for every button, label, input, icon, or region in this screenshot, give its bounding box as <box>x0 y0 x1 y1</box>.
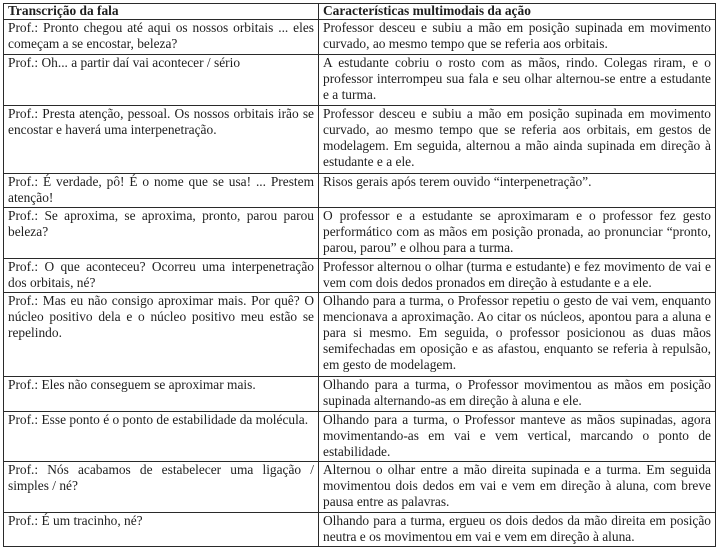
fala-cell: Prof.: Eles não conseguem se aproximar mais. <box>4 377 319 412</box>
fala-cell: Prof.: Presta atenção, pessoal. Os nossos orbitais irão se encostar e haverá uma interpenetração. <box>4 106 319 174</box>
acao-cell: O professor e a estudante se aproximaram e o professor fez gesto performático com as mãos em posição pronada, ao pronunciar “pronto, parou, parou” e olhou para a turma. <box>319 208 716 259</box>
table-row <box>4 462 716 513</box>
table-row <box>4 259 716 293</box>
acao-cell: A estudante cobriu o rosto com as mãos, rindo. Colegas riram, e o professor interrompeu sua fala e seu olhar alternou-se entre a estudante e a turma. <box>319 55 716 106</box>
table-row <box>4 20 716 55</box>
table-body <box>4 20 716 547</box>
table-row <box>4 55 716 106</box>
acao-cell: Professor alternou o olhar (turma e estudante) e fez movimento de vai e vem com dois dedos pronados em direção à estudante e a ele. <box>319 259 716 293</box>
fala-cell: Prof.: Pronto chegou até aqui os nossos orbitais ... eles começam a se encostar, beleza? <box>4 20 319 55</box>
fala-cell: Prof.: O que aconteceu? Ocorreu uma interpenetração dos orbitais, né? <box>4 259 319 293</box>
table-header <box>4 4 716 20</box>
table-row <box>4 513 716 547</box>
header-caracteristicas: Características multimodais da ação <box>319 4 716 20</box>
acao-cell: Professor desceu e subiu a mão em posição supinada em movimento curvado, ao mesmo tempo que se referia aos orbitais, em gestos de modelagem. Em seguida, alternou a mão ainda supinada em direção à estudante e a ele. <box>319 106 716 174</box>
table-row <box>4 106 716 174</box>
header-transcricao: Transcrição da fala <box>4 4 319 20</box>
table-row <box>4 412 716 462</box>
fala-cell: Prof.: Esse ponto é o ponto de estabilidade da molécula. <box>4 412 319 462</box>
acao-cell: Alternou o olhar entre a mão direita supinada e a turma. Em seguida movimentou dois dedos em vai e vem em direção à aluna, com breve pausa entre as palavras. <box>319 462 716 513</box>
acao-cell: Olhando para a turma, o Professor movimentou as mãos em posição supinada alternando-as em direção à aluna e ele. <box>319 377 716 412</box>
acao-cell: Risos gerais após terem ouvido “interpenetração”. <box>319 174 716 208</box>
acao-cell: Olhando para a turma, ergueu os dois dedos da mão direita em posição neutra e os movimentou em vai e vem em direção à aluna. <box>319 513 716 547</box>
acao-cell: Olhando para a turma, o Professor manteve as mãos supinadas, agora movimentando-as em vai e vem vertical, marcando o ponto de estabilidade. <box>319 412 716 462</box>
acao-cell: Professor desceu e subiu a mão em posição supinada em movimento curvado, ao mesmo tempo que se referia aos orbitais. <box>319 20 716 55</box>
fala-cell: Prof.: É um tracinho, né? <box>4 513 319 547</box>
transcription-table <box>3 3 716 547</box>
acao-cell: Olhando para a turma, o Professor repetiu o gesto de vai vem, enquanto mencionava a aproximação. Ao citar os núcleos, apontou para a aluna e para si mesmo. Em seguida, o professor posicionou as duas mãos semifechadas em oposição e as afastou, enquanto se referia à repulsão, em gesto de modelagem. <box>319 293 716 377</box>
header-row <box>4 4 716 20</box>
fala-cell: Prof.: Nós acabamos de estabelecer uma ligação / simples / né? <box>4 462 319 513</box>
table-row <box>4 293 716 377</box>
table-row <box>4 174 716 208</box>
table-row <box>4 377 716 412</box>
fala-cell: Prof.: Mas eu não consigo aproximar mais. Por quê? O núcleo positivo dela e o núcleo positivo meu estão se repelindo. <box>4 293 319 377</box>
fala-cell: Prof.: É verdade, pô! É o nome que se usa! ... Prestem atenção! <box>4 174 319 208</box>
fala-cell: Prof.: Se aproxima, se aproxima, pronto, parou parou beleza? <box>4 208 319 259</box>
fala-cell: Prof.: Oh... a partir daí vai acontecer / sério <box>4 55 319 106</box>
table-row <box>4 208 716 259</box>
